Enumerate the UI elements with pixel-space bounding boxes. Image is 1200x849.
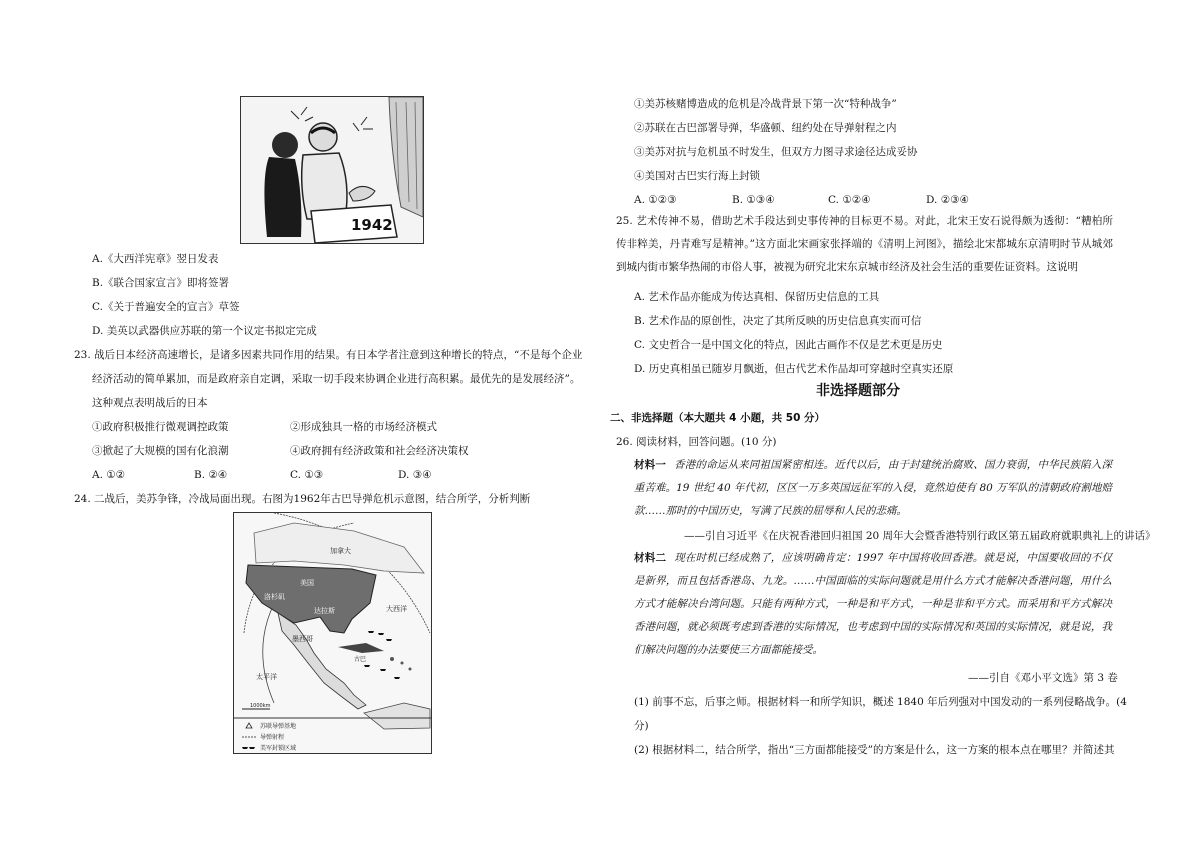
q22-option-b[interactable]: B.《联合国家宣言》即将签署 — [92, 277, 230, 289]
map-scale-label: 1000km — [250, 703, 271, 709]
q22-option-d[interactable]: D. 美英以武器供应苏联的第一个议定书拟定完成 — [92, 325, 317, 337]
q26-stem: 26. 阅读材料，回答问题。(10 分) — [616, 436, 777, 448]
q24-statement-2: ②苏联在古巴部署导弹，华盛顿、纽约处在导弹射程之内 — [634, 122, 897, 134]
map-label-pacific: 太平洋 — [256, 673, 277, 681]
q23-stem-line1: 23. 战后日本经济高速增长，是诸多因素共同作用的结果。有日本学者注意到这种增长的特点，“不是每个企业 — [74, 349, 583, 361]
q23-stem-line2: 经济活动的简单累加，而是政府亲自定调，采取一切手段来协调企业进行高积累。最优先的是发展经济”。 — [92, 373, 581, 385]
map-label-atlantic: 大西洋 — [386, 605, 407, 613]
map-label-canada: 加拿大 — [330, 547, 351, 555]
q24-stem: 24. 二战后，美苏争锋，冷战局面出现。右图为1962年古巴导弹危机示意图，结合所学，分析判断 — [74, 493, 531, 505]
q24-statement-4: ④美国对古巴实行海上封锁 — [634, 170, 760, 182]
section-title: 非选择题部分 — [816, 383, 900, 399]
left-column — [62, 0, 583, 849]
q24-option-a[interactable]: A. ①②③ — [634, 194, 677, 206]
cuban-missile-crisis-map — [233, 512, 432, 754]
q22-option-c[interactable]: C.《关于普遍安全的宣言》草签 — [92, 301, 240, 313]
q24-option-d[interactable]: D. ②③④ — [926, 194, 969, 206]
q22-option-a[interactable]: A.《大西洋宪章》翌日发表 — [92, 253, 219, 265]
q26-sub2: (2) 根据材料二，结合所学，指出“三方面都能接受”的方案是什么，这一方案的根本点在哪里？并简述其 — [634, 744, 1115, 756]
material-two — [634, 547, 1112, 662]
q23-stem-line3: 这种观点表明战后的日本 — [92, 397, 208, 409]
q23-option-a[interactable]: A. ①② — [92, 469, 126, 481]
q23-statement-3: ③掀起了大规模的国有化浪潮 — [92, 445, 229, 457]
q23-statement-1: ①政府积极推行微观调控政策 — [92, 421, 229, 433]
map-label-cuba: 古巴 — [354, 656, 367, 663]
q23-statement-4: ④政府拥有经济政策和社会经济决策权 — [290, 445, 469, 457]
q25-option-c[interactable]: C. 文史哲合一是中国文化的特点，因此古画作不仅是艺术更是历史 — [634, 339, 943, 351]
historical-cartoon-image — [240, 96, 424, 244]
q26-sub1-line2: 分) — [634, 720, 649, 732]
q24-option-c[interactable]: C. ①②④ — [828, 194, 871, 206]
legend-missile-range: 导弹射程 — [260, 734, 285, 741]
q23-statement-2: ②形成独具一格的市场经济模式 — [290, 421, 437, 433]
legend-missile-base: 苏联导弹基地 — [260, 723, 297, 730]
q23-option-b[interactable]: B. ②④ — [194, 469, 228, 481]
map-illustration — [234, 513, 431, 753]
material-one-source: ——引自习近平《在庆祝香港回归祖国 20 周年大会暨香港特别行政区第五届政府就职典礼上的讲话》 — [684, 530, 1156, 542]
q24-option-b[interactable]: B. ①③④ — [732, 194, 775, 206]
q24-statement-1: ①美苏核赌博造成的危机是冷战背景下第一次“特种战争” — [634, 98, 897, 110]
cartoon-illustration — [241, 97, 423, 243]
section-heading: 二、非选择题（本大题共 4 小题，共 50 分） — [610, 412, 826, 424]
material-one-text: 香港的命运从来同祖国紧密相连。近代以后，由于封建统治腐败、国力衰弱，中华民族陷入深重苦难。19 世纪 40 年代初，区区一万多英国远征军的入侵，竟然迫使有 80 万军队的清朝政府割地赔款……那时的中国历史，写满了民族的屈辱和人民的悲痛。 — [634, 459, 1113, 517]
material-two-text: 现在时机已经成熟了，应该明确肯定：1997 年中国将收回香港。就是说，中国要收回的不仅是新界，而且包括香港岛、九龙。……中国面临的实际问题就是用什么方式才能解决香港问题，用什么方式才能解决台湾问题。只能有两种方式，一种是和平方式，一种是非和平方式。而采用和平方式解决香港问题，就必须既考虑到香港的实际情况，也考虑到中国的实际情况和英国的实际情况，就是说，我们解决问题的办法要使三方面都能接受。 — [634, 552, 1113, 656]
q25-option-b[interactable]: B. 艺术作品的原创性，决定了其所反映的历史信息真实而可信 — [634, 315, 922, 327]
map-label-dallas: 达拉斯 — [314, 607, 335, 615]
map-label-mexico: 墨西哥 — [292, 635, 313, 643]
q25-stem: 25. 艺术传神不易，借助艺术手段达到史事传神的目标更不易。对此，北宋王安石说得颇为透彻：“糟柏所传非粹美，丹青难写是精神。”这方面北宋画家张择端的《清明上河图》，描绘北宋都城东京清明时节从城郊到城内街市繁华热闹的市俗人事，被视为研究北宋东京城市经济及社会生活的重要佐证资料。这说明 — [616, 215, 1113, 273]
material-one — [634, 454, 1112, 523]
q26-sub1-line1: (1) 前事不忘，后事之师。根据材料一和所学知识，概述 1840 年后列强对中国发动的一系列侵略战争。(4 — [634, 696, 1127, 708]
q23-option-d[interactable]: D. ③④ — [398, 469, 432, 481]
material-two-label: 材料二 — [634, 552, 667, 564]
legend-blockade-area: 美军封锁区域 — [260, 745, 297, 752]
q24-statement-3: ③美苏对抗与危机虽不时发生，但双方力图寻求途径达成妥协 — [634, 146, 918, 158]
material-two-source: ——引自《邓小平文选》第 3 卷 — [968, 672, 1118, 684]
q25-option-d[interactable]: D. 历史真相虽已随岁月飘逝，但古代艺术作品却可穿越时空真实还原 — [634, 363, 954, 375]
map-label-los-angeles: 洛杉矶 — [264, 593, 285, 601]
q25-option-a[interactable]: A. 艺术作品亦能成为传达真相、保留历史信息的工具 — [634, 291, 880, 303]
q23-option-c[interactable]: C. ①③ — [290, 469, 324, 481]
cartoon-year-label: 1942 — [351, 216, 393, 234]
right-column — [608, 0, 1156, 849]
map-label-usa: 美国 — [300, 579, 314, 587]
material-one-label: 材料一 — [634, 459, 667, 471]
